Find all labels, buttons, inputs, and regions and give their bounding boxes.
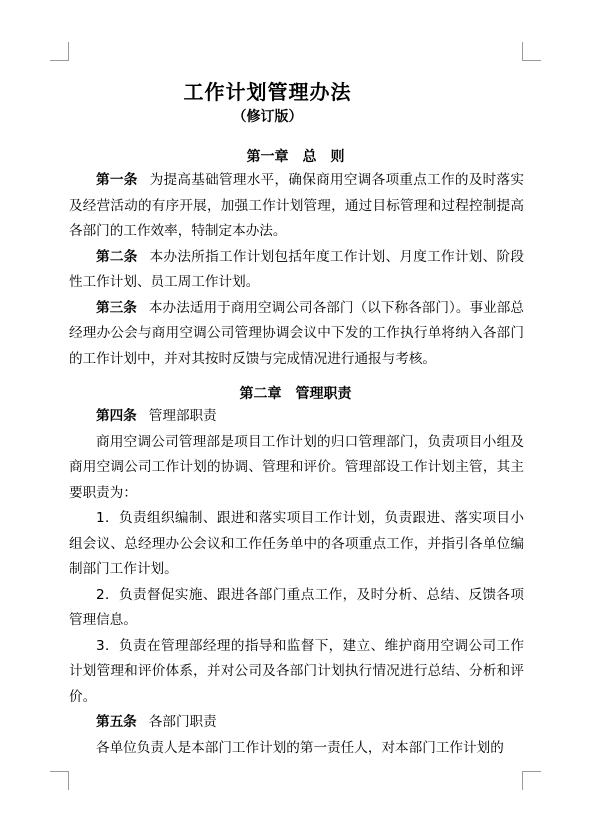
article-1 <box>69 168 524 245</box>
article-5-intro: 各单位负责人是本部门工作计划的第一责任人，对本部门工作计划的 <box>96 739 504 756</box>
crop-mark-top-right <box>522 42 541 61</box>
crop-mark-top-left <box>50 42 69 61</box>
article-4-item-1: 1．负责组织编制、跟进和落实项目工作计划，负责跟进、落实项目小组会议、总经理办公会议和工作任务单中的各项重点工作，并指引各单位编制部门工作计划。 <box>69 510 524 577</box>
chapter-2-body <box>69 404 524 761</box>
chapter-1-body <box>69 168 524 372</box>
article-4-item-2: 2．负责督促实施、跟进各部门重点工作，及时分析、总结、反馈各项管理信息。 <box>69 586 524 628</box>
article-3-text: 本办法适用于商用空调公司各部门（以下称各部门）。事业部总经理办公会与商用空调公司管理协调会议中下发的工作执行单将纳入各部门的工作计划中，并对其按时反馈与完成情况进行通报与考核。 <box>69 299 524 367</box>
article-4-heading <box>69 404 524 430</box>
article-3-label: 第三条 <box>96 299 137 316</box>
article-5-title: 各部门职责 <box>148 714 217 730</box>
article-4-label: 第四条 <box>96 408 137 424</box>
crop-mark-bottom-right <box>522 771 541 790</box>
article-2-label: 第二条 <box>96 248 138 265</box>
chapter-2-heading: 第二章 管理职责 <box>239 386 352 402</box>
article-2 <box>69 245 524 296</box>
article-5-heading <box>69 710 524 736</box>
article-4-intro: 商用空调公司管理部是项目工作计划的归口管理部门，负责项目小组及商用空调公司工作计划的协调、管理和评价。管理部设工作计划主管，其主要职责为： <box>69 433 524 501</box>
article-1-label: 第一条 <box>96 172 138 188</box>
article-3 <box>69 296 524 373</box>
document-title: 工作计划管理办法 <box>183 80 352 104</box>
document-subtitle <box>0 106 591 126</box>
subtitle-text: （修订版） <box>232 109 303 125</box>
article-4-title: 管理部职责 <box>148 408 217 424</box>
crop-mark-bottom-left <box>50 771 69 790</box>
article-5-label: 第五条 <box>96 714 137 730</box>
article-1-text: 为提高基础管理水平，确保商用空调各项重点工作的及时落实及经营活动的有序开展，加强工作计划管理，通过目标管理和过程控制提高各部门的工作效率，特制定本办法。 <box>69 172 525 239</box>
article-2-text: 本办法所指工作计划包括年度工作计划、月度工作计划、阶段性工作计划、员工周工作计划。 <box>69 248 525 290</box>
chapter-1-heading: 第一章 总 则 <box>246 149 345 165</box>
article-4-item-3: 3．负责在管理部经理的指导和监督下，建立、维护商用空调公司工作计划管理和评价体系，并对公司及各部门计划执行情况进行总结、分析和评价。 <box>69 637 524 705</box>
